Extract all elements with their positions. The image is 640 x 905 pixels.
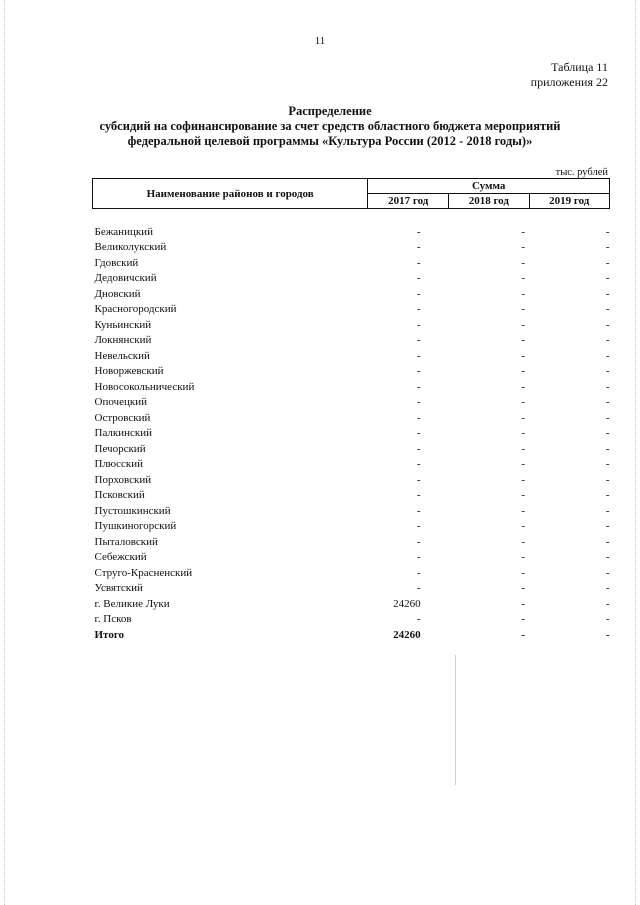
table-row (93, 395, 610, 411)
value-2018: - (521, 349, 526, 362)
document-title-line-2: субсидий на софинансирование за счет средств областного бюджета мероприятий (99, 119, 561, 133)
district-name: Дновский (94, 287, 141, 300)
scan-edge-right (635, 0, 637, 905)
table-row (93, 473, 610, 489)
table-body (93, 209, 610, 644)
value-2017: - (416, 566, 421, 579)
value-2017: - (416, 535, 421, 548)
district-name: Великолукский (94, 241, 167, 253)
district-name: Новосокольнический (94, 380, 195, 393)
table-row (93, 457, 610, 473)
header-name-column: Наименование районов и городов (93, 179, 368, 209)
document-title-line-1: Распределение (288, 104, 372, 118)
header-sum-column: Сумма (368, 179, 610, 194)
value-2019: - (605, 427, 610, 439)
value-2019: - (605, 225, 610, 238)
units-label: тыс. рублей (555, 167, 608, 178)
value-2018: - (521, 365, 526, 377)
table-row (93, 426, 610, 442)
table-row (93, 287, 610, 303)
header-year-2017: 2017 год (368, 194, 449, 209)
value-2018: - (521, 411, 526, 424)
value-2018: - (521, 442, 526, 455)
value-2018: - (521, 520, 526, 532)
document-title-line-3: федеральной целевой программы «Культура России (2012 - 2018 годы)» (127, 134, 533, 148)
district-name: Пустошкинский (94, 504, 171, 517)
document-title (40, 104, 620, 149)
value-2019: - (605, 349, 610, 362)
value-2019: - (605, 396, 610, 408)
value-2018: - (521, 225, 526, 238)
value-2017: 24260 (393, 628, 421, 641)
value-2019: - (605, 442, 610, 455)
value-2019: - (605, 458, 610, 470)
value-2017: - (416, 334, 421, 346)
table-row (93, 442, 610, 458)
value-2019: - (605, 566, 610, 579)
value-2018: - (521, 458, 526, 470)
value-2017: - (416, 458, 421, 470)
table-row (93, 550, 610, 566)
header-year-2018: 2018 год (449, 194, 529, 209)
district-name: Итого (94, 628, 125, 641)
table-row (93, 488, 610, 504)
value-2019: - (605, 380, 610, 393)
district-name: Пушкиногорский (94, 520, 177, 532)
value-2019: - (605, 303, 610, 315)
table-row (93, 612, 610, 628)
value-2019: - (605, 241, 610, 253)
value-2019: - (605, 535, 610, 548)
district-name: г. Псков (94, 613, 132, 625)
value-2019: - (605, 318, 610, 331)
value-2019: - (605, 489, 610, 501)
value-2017: - (416, 380, 421, 393)
value-2018: - (521, 334, 526, 346)
table-row (93, 535, 610, 551)
district-name: Бежаницкий (94, 225, 153, 238)
table-reference-line-2: приложения 22 (530, 75, 608, 89)
value-2017: - (416, 365, 421, 377)
value-2017: - (416, 427, 421, 439)
value-2019: - (605, 287, 610, 300)
header-year-2019: 2019 год (529, 194, 609, 209)
value-2017: - (416, 349, 421, 362)
district-name: Усвятский (94, 582, 143, 594)
district-name: Псковский (94, 489, 145, 501)
table-row (93, 302, 610, 318)
value-2019: - (605, 597, 610, 610)
value-2017: - (416, 411, 421, 424)
value-2019: - (605, 551, 610, 563)
value-2019: - (605, 628, 610, 641)
value-2018: - (521, 256, 526, 269)
value-2017: - (416, 613, 421, 625)
district-name: Печорский (94, 442, 146, 455)
value-2018: - (521, 582, 526, 594)
table-row (93, 581, 610, 597)
table-row (93, 380, 610, 396)
value-2019: - (605, 256, 610, 269)
district-name: Локнянский (94, 334, 152, 346)
district-name: Островский (94, 411, 151, 424)
value-2017: - (416, 318, 421, 331)
value-2017: - (416, 287, 421, 300)
district-name: Гдовский (94, 256, 139, 269)
spacer-row (93, 209, 610, 225)
value-2017: - (416, 489, 421, 501)
value-2019: - (605, 473, 610, 486)
value-2019: - (605, 582, 610, 594)
value-2018: - (521, 504, 526, 517)
district-name: Красногородский (94, 303, 177, 315)
value-2018: - (521, 551, 526, 563)
value-2018: - (521, 396, 526, 408)
value-2019: - (605, 272, 610, 284)
value-2018: - (521, 597, 526, 610)
page-number: 11 (314, 35, 326, 47)
district-name: Новоржевский (94, 365, 164, 377)
value-2018: - (521, 489, 526, 501)
value-2018: - (521, 613, 526, 625)
district-name: Куньинский (94, 318, 152, 331)
district-name: Себежский (94, 551, 147, 563)
table-row (93, 333, 610, 349)
value-2018: - (521, 318, 526, 331)
value-2018: - (521, 380, 526, 393)
value-2019: - (605, 520, 610, 532)
value-2017: - (416, 225, 421, 238)
value-2017: - (416, 303, 421, 315)
value-2018: - (521, 535, 526, 548)
table-reference-line-1: Таблица 11 (551, 60, 608, 74)
district-name: Палкинский (94, 427, 153, 439)
value-2019: - (605, 504, 610, 517)
table-reference (531, 60, 608, 90)
value-2017: - (416, 473, 421, 486)
table-row (93, 504, 610, 520)
value-2017: - (416, 504, 421, 517)
table-header (93, 179, 610, 209)
table-row (93, 519, 610, 535)
value-2017: - (416, 256, 421, 269)
value-2018: - (521, 303, 526, 315)
value-2019: - (605, 365, 610, 377)
value-2017: - (416, 442, 421, 455)
value-2018: - (521, 241, 526, 253)
district-name: Порховский (94, 473, 152, 486)
district-name: Струго-Красненский (94, 566, 193, 579)
table-row (93, 566, 610, 582)
value-2018: - (521, 272, 526, 284)
value-2017: - (416, 582, 421, 594)
scan-mark-line (455, 655, 456, 785)
value-2018: - (521, 427, 526, 439)
table-row (93, 256, 610, 272)
table-row (93, 240, 610, 256)
total-row (93, 628, 610, 644)
table-row (93, 271, 610, 287)
value-2018: - (521, 287, 526, 300)
distribution-table (92, 178, 610, 643)
district-name: Пыталовский (94, 535, 158, 548)
table-row (93, 597, 610, 613)
table-row (93, 364, 610, 380)
value-2017: - (416, 396, 421, 408)
district-name: Плюсский (94, 458, 144, 470)
value-2019: - (605, 411, 610, 424)
value-2018: - (521, 628, 526, 641)
value-2017: - (416, 272, 421, 284)
value-2017: 24260 (393, 597, 421, 610)
value-2019: - (605, 613, 610, 625)
district-name: Дедовичский (94, 272, 157, 284)
value-2017: - (416, 241, 421, 253)
table-row (93, 318, 610, 334)
value-2018: - (521, 473, 526, 486)
header-row-top (93, 179, 610, 194)
district-name: Опочецкий (94, 396, 147, 408)
table-row (93, 411, 610, 427)
scan-edge-left (4, 0, 6, 905)
value-2018: - (521, 566, 526, 579)
value-2019: - (605, 334, 610, 346)
district-name: Невельский (94, 349, 150, 362)
value-2017: - (416, 520, 421, 532)
table-row (93, 225, 610, 241)
district-name: г. Великие Луки (94, 597, 170, 610)
value-2017: - (416, 551, 421, 563)
table-row (93, 349, 610, 365)
